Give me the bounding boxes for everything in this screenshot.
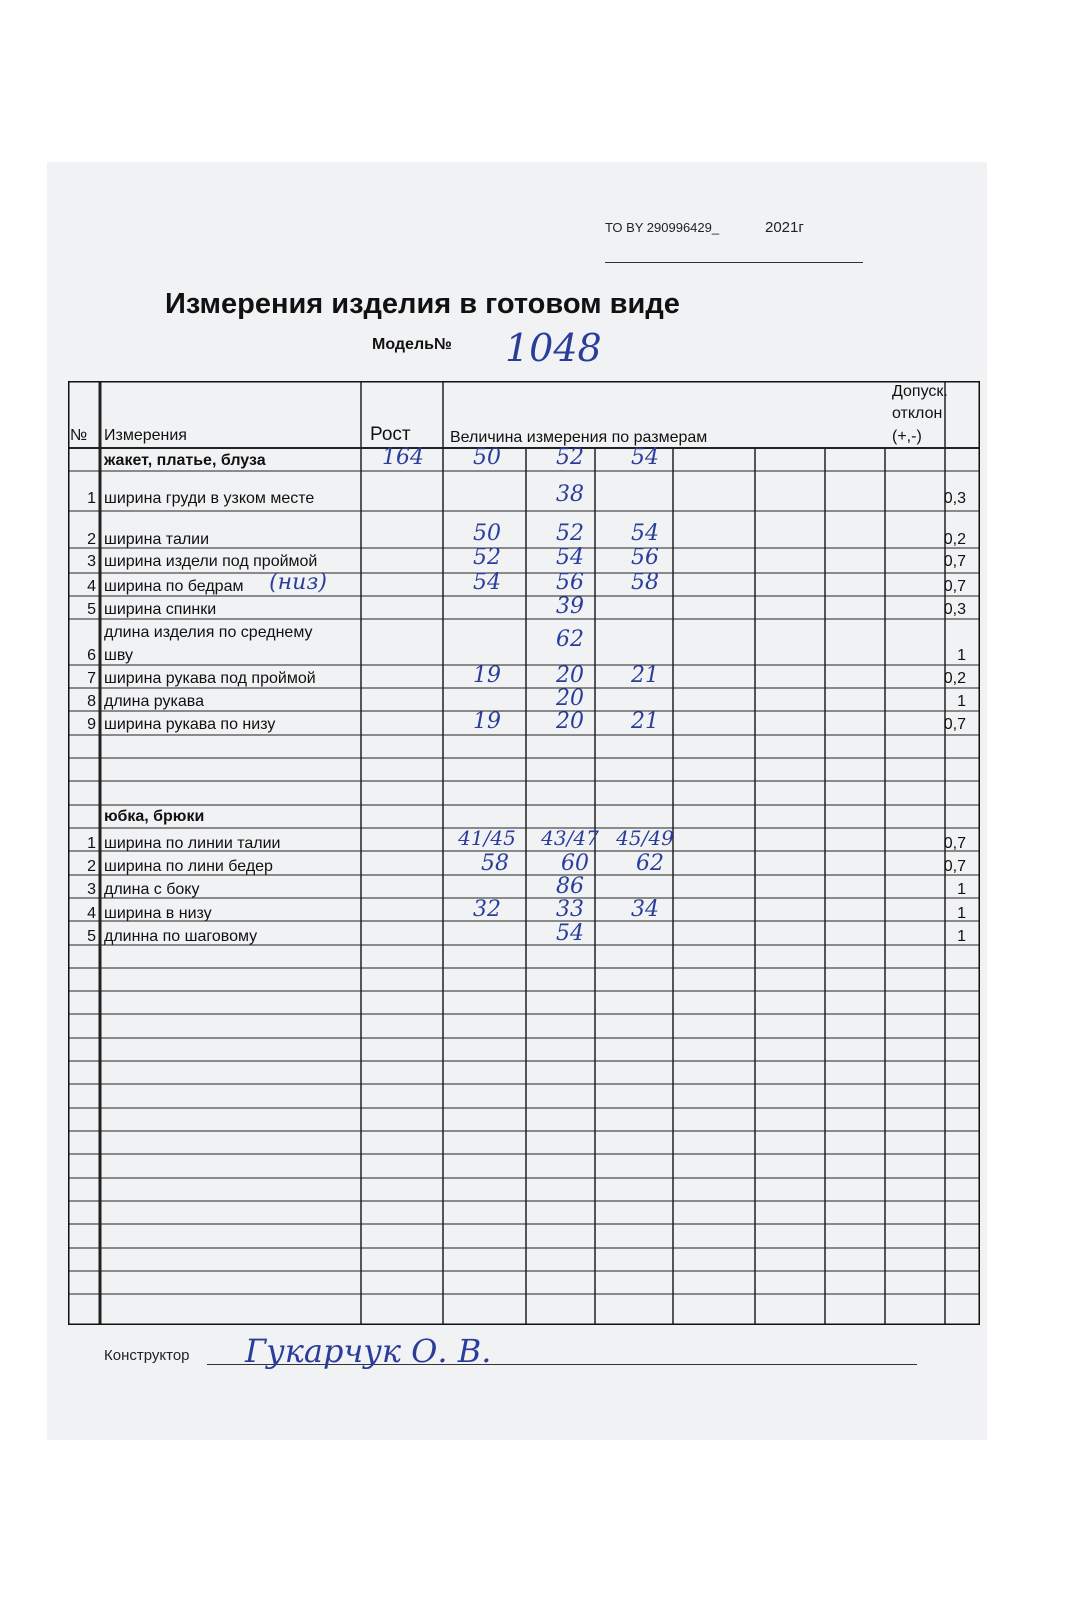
row-tolerance: 0,3: [943, 601, 966, 618]
row-number: 7: [87, 670, 96, 687]
row-number: 1: [87, 835, 96, 852]
row-label: длина рукава: [104, 693, 204, 710]
page-title: Измерения изделия в готовом виде: [165, 288, 680, 320]
row-value: 34: [631, 897, 659, 922]
constructor-label: Конструктор: [104, 1347, 190, 1364]
header-height: Рост: [370, 424, 411, 445]
header-measure: Измерения: [104, 427, 187, 444]
to-underline: [605, 262, 863, 263]
row-number: 5: [87, 601, 96, 618]
row-tolerance: 1: [957, 881, 966, 898]
row-tolerance: 0,7: [943, 858, 966, 875]
row-label: ширина рукава по низу: [104, 716, 276, 733]
to-code: ТО BY 290996429_: [605, 220, 720, 235]
row-value: 21: [631, 709, 659, 734]
row-value: 58: [481, 851, 509, 876]
row-tolerance: 1: [957, 647, 966, 664]
row-tolerance: 0,3: [943, 490, 966, 507]
row-number: 3: [87, 881, 96, 898]
row-label: ширина талии: [104, 531, 210, 548]
row-tolerance: 0,7: [943, 553, 966, 570]
row-label-continued: шву: [104, 647, 133, 664]
row-value: 50: [473, 521, 501, 546]
row-value: 19: [473, 663, 501, 688]
row-number: 8: [87, 693, 96, 710]
row-value: 21: [631, 663, 659, 688]
row-label: ширина рукава под проймой: [104, 670, 316, 687]
row-tolerance: 1: [957, 928, 966, 945]
row-value: 62: [556, 627, 584, 652]
row-label: длинна по шаговому: [104, 928, 258, 945]
row-number: 2: [87, 858, 96, 875]
row-number: 1: [87, 490, 96, 507]
row-note: (низ): [269, 570, 327, 595]
row-number: 4: [87, 578, 96, 595]
row-label: длина с боку: [104, 881, 200, 898]
height-value: 164: [382, 445, 424, 470]
row-value: 58: [631, 570, 659, 595]
row-tolerance: 1: [957, 905, 966, 922]
constructor-signature: Гукарчук О. В.: [245, 1332, 492, 1370]
row-tolerance: 0,7: [943, 716, 966, 733]
row-number: 6: [87, 647, 96, 664]
row-number: 5: [87, 928, 96, 945]
row-value: 20: [556, 709, 584, 734]
row-value: 54: [556, 545, 584, 570]
row-value: 38: [556, 482, 584, 507]
row-value: 56: [556, 570, 584, 595]
size-header-1: 50: [473, 445, 501, 470]
row-value: 54: [631, 521, 659, 546]
row-tolerance: 0,7: [943, 835, 966, 852]
size-header-2: 52: [556, 445, 584, 470]
row-value: 41/45: [458, 826, 516, 850]
row-value: 19: [473, 709, 501, 734]
row-value: 54: [556, 921, 584, 946]
row-label: ширина по лини бедер: [104, 858, 273, 875]
row-number: 4: [87, 905, 96, 922]
header-num: №: [70, 427, 88, 444]
row-value: 60: [561, 851, 589, 876]
row-label: ширина груди в узком месте: [104, 490, 315, 507]
header-sizes: Величина измерения по размерам: [450, 429, 708, 446]
row-label: ширина издели под проймой: [104, 553, 318, 570]
year: 2021г: [765, 219, 804, 236]
row-value: 56: [631, 545, 659, 570]
section-title-skirt: юбка, брюки: [104, 808, 205, 825]
row-value: 52: [556, 521, 584, 546]
header-tolerance-1: Допуск.: [892, 383, 948, 400]
row-value: 54: [473, 570, 501, 595]
row-value: 32: [473, 897, 501, 922]
model-label: Модель№: [372, 336, 452, 353]
section-title-jacket: жакет, платье, блуза: [104, 452, 266, 469]
header-tolerance-2: отклон: [892, 405, 943, 422]
row-tolerance: 0,2: [943, 531, 966, 548]
model-number: 1048: [505, 326, 602, 370]
row-tolerance: 1: [957, 693, 966, 710]
size-header-3: 54: [631, 445, 659, 470]
row-value: 86: [556, 874, 584, 899]
row-value: 52: [473, 545, 501, 570]
row-value: 62: [636, 851, 664, 876]
row-number: 2: [87, 531, 96, 548]
header-tolerance-3: (+,-): [892, 428, 922, 445]
row-number: 9: [87, 716, 96, 733]
row-number: 3: [87, 553, 96, 570]
row-tolerance: 0,2: [943, 670, 966, 687]
row-label: ширина по линии талии: [104, 835, 281, 852]
row-label: длина изделия по среднему: [104, 624, 313, 641]
row-value: 39: [556, 594, 584, 619]
row-value: 33: [556, 897, 584, 922]
row-label: ширина по бедрам: [104, 578, 244, 595]
row-value: 43/47: [541, 826, 599, 850]
row-value: 20: [556, 686, 584, 711]
row-label: ширина спинки: [104, 601, 217, 618]
row-tolerance: 0,7: [943, 578, 966, 595]
row-value: 45/49: [616, 826, 674, 850]
row-label: ширина в низу: [104, 905, 212, 922]
row-value: 20: [556, 663, 584, 688]
